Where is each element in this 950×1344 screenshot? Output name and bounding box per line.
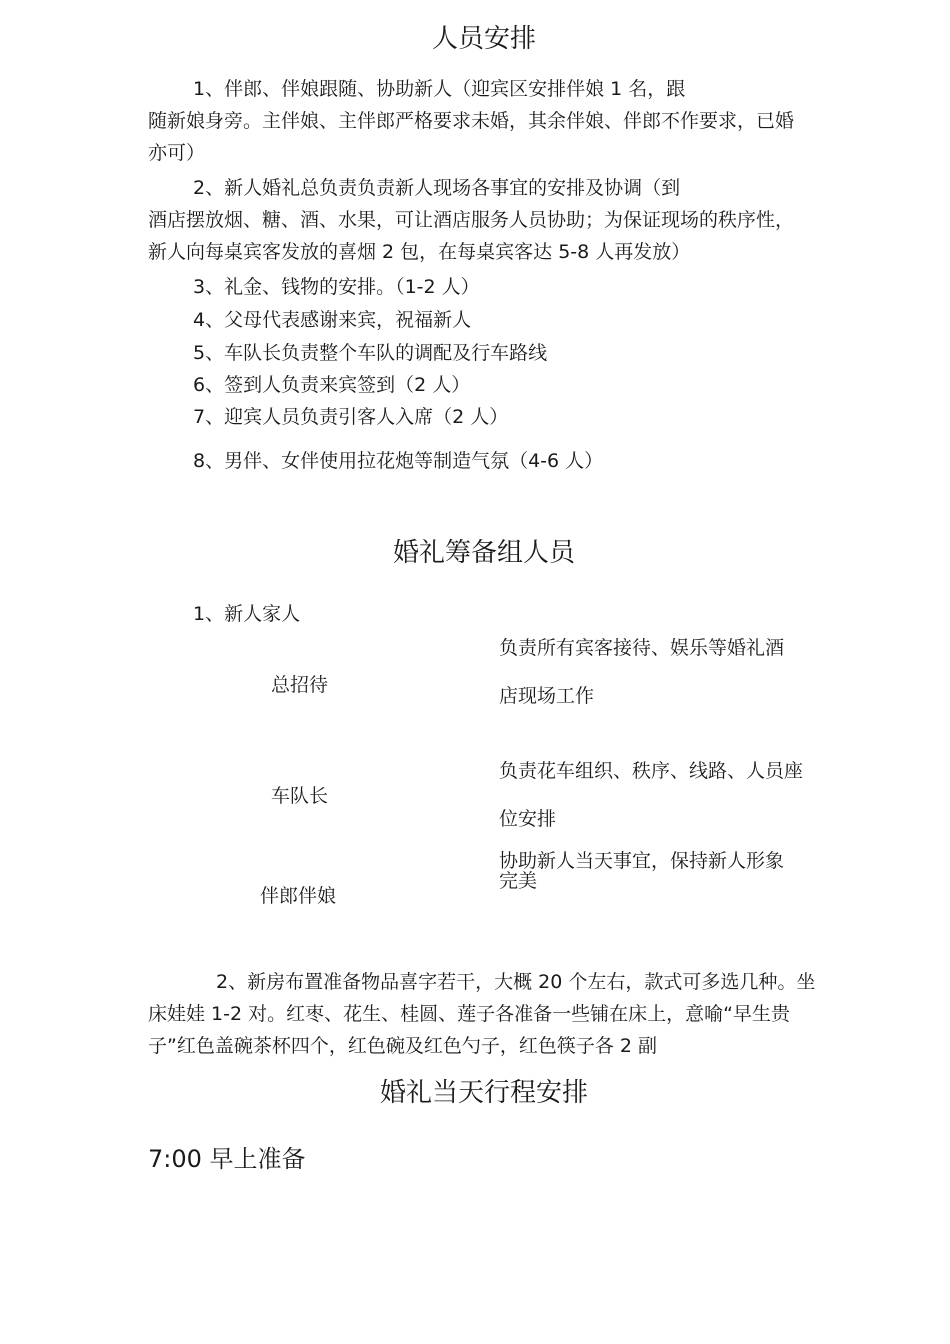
duty-fleet-captain-line2: 位安排 (499, 808, 557, 830)
section-title-staffing: 人员安排 (431, 24, 536, 54)
role-fleet-captain: 车队长 (271, 785, 329, 807)
para2-line2: 床娃娃 1-2 对。红枣、花生、桂圆、莲子各准备一些铺在床上，意喻“早生贵 (148, 1003, 790, 1025)
role-groomsmen-bridesmaids: 伴郎伴娘 (260, 885, 337, 907)
section-title-schedule: 婚礼当天行程安排 (379, 1078, 588, 1108)
item2-line2: 酒店摆放烟、糖、酒、水果，可让酒店服务人员协助；为保证现场的秩序性， (148, 209, 795, 231)
item4: 4、父母代表感谢来宾，祝福新人 (193, 309, 472, 331)
schedule-time-7am: 7:00 早上准备 (148, 1145, 306, 1173)
family-subheading: 1、新人家人 (193, 603, 301, 625)
item2-line3: 新人向每桌宾客发放的喜烟 2 包，在每桌宾客达 5-8 人再发放） (148, 241, 691, 263)
item5: 5、车队长负责整个车队的调配及行车路线 (193, 342, 548, 364)
item3: 3、礼金、钱物的安排。（1-2 人） (193, 276, 480, 298)
item7: 7、迎宾人员负责引客人入席（2 人） (193, 406, 509, 428)
para2-line3: 子”红色盖碗茶杯四个，红色碗及红色勺子，红色筷子各 2 副 (148, 1035, 658, 1057)
item2-line1: 2、新人婚礼总负责负责新人现场各事宜的安排及协调（到 (193, 177, 681, 199)
duty-attendants-line1: 协助新人当天事宜，保持新人形象 (499, 850, 785, 872)
para2-line1: 2、新房布置准备物品喜字若干，大概 20 个左右，款式可多选几种。坐 (216, 971, 816, 993)
item8: 8、男伴、女伴使用拉花炮等制造气氛（4-6 人） (193, 450, 604, 472)
duty-chief-host-line2: 店现场工作 (499, 685, 595, 707)
duty-fleet-captain-line1: 负责花车组织、秩序、线路、人员座 (499, 760, 804, 782)
item1-line2: 随新娘身旁。主伴娘、主伴郎严格要求未婚，其余伴娘、伴郎不作要求，已婚 (148, 110, 795, 132)
item1-line3: 亦可） (148, 142, 206, 164)
section-title-prep-team: 婚礼筹备组人员 (392, 538, 575, 568)
item1-line1: 1、伴郎、伴娘跟随、协助新人（迎宾区安排伴娘 1 名，跟 (193, 78, 686, 100)
duty-attendants-line2: 完美 (499, 870, 538, 892)
duty-chief-host-line1: 负责所有宾客接待、娱乐等婚礼酒 (499, 637, 785, 659)
role-chief-host: 总招待 (271, 674, 329, 696)
item6: 6、签到人负责来宾签到（2 人） (193, 374, 471, 396)
